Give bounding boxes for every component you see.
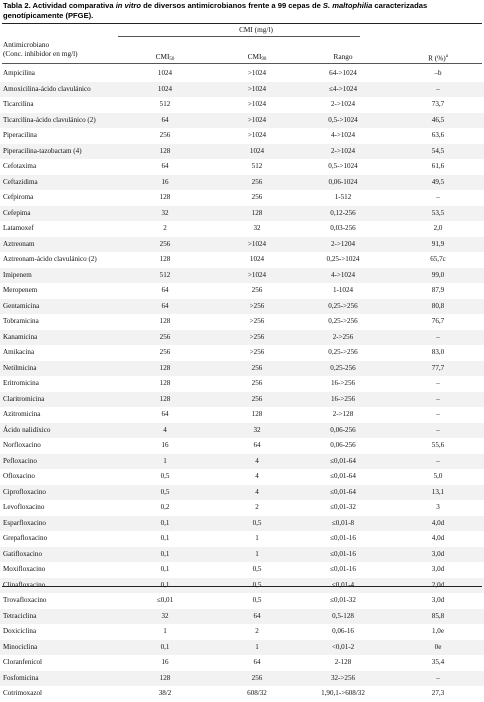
table-row [0,547,484,563]
cell-resistance: 80,8 [431,301,445,310]
table-row [0,671,484,687]
antimicrobial-header-line1: Antimicrobiano [3,40,50,49]
cell-cmi50: 128 [159,255,171,263]
cell-resistance: 2,0 [433,224,443,232]
cell-antimicrobial: Aztreonam [3,239,35,248]
cell-antimicrobial: Trovafloxacino [3,596,47,604]
cell-resistance: – [436,410,440,418]
cell-cmi50: 128 [159,317,171,325]
cell-cmi50: 64 [161,410,169,418]
cell-cmi90: >256 [249,348,265,356]
cell-cmi50: 1024 [157,69,173,77]
cell-antimicrobial: Gentamicina [3,301,40,310]
cell-resistance: 99,0 [431,270,445,279]
cell-antimicrobial: Doxiciclina [3,627,37,635]
cell-cmi50: 128 [159,363,171,372]
top-rule [2,23,482,24]
cell-cmi50: 0,1 [160,565,170,573]
cell-rango: 2->128 [332,410,354,418]
cell-cmi50: 128 [159,193,171,201]
caption-in-vitro: in vitro [115,1,142,10]
cell-antimicrobial: Amikacina [3,348,35,356]
cell-antimicrobial: Ticarcilina [3,100,34,108]
cell-cmi90: 1024 [249,146,265,155]
cell-rango: ≤0,01-8 [331,518,355,527]
cell-cmi50: 38/2 [158,689,172,697]
cell-resistance: 35,4 [431,658,445,666]
resistance-label: R (%) [428,53,446,63]
table-row [0,128,484,144]
table-row [0,640,484,656]
cell-resistance: – [436,379,440,387]
cell-cmi50: 4 [163,425,167,434]
table-row [0,268,484,284]
cell-antimicrobial: Piperacilina-tazobactam (4) [3,146,82,155]
table-row [0,376,484,392]
cmi-group-underline [118,36,360,37]
cell-resistance: 63,6 [431,131,445,139]
cell-resistance: – [436,332,440,341]
table-row [0,454,484,470]
cell-rango: 1-1024 [332,286,354,294]
cell-rango: ≤0,01-16 [330,549,356,558]
cell-antimicrobial: Ceftazidima [3,177,38,186]
cell-cmi90: >1024 [247,270,267,279]
cell-antimicrobial: Tobramicina [3,317,39,325]
cell-rango: 0,06-1024 [328,177,358,186]
cell-cmi50: 256 [159,332,171,341]
cell-cmi90: 128 [251,208,263,217]
table-row [0,469,484,485]
cell-cmi90: 256 [251,193,263,201]
cell-cmi90: 32 [253,425,261,434]
cell-cmi90: 64 [253,658,261,666]
cell-resistance: 1,0e [431,627,445,635]
caption-mid: de diversos antimicrobianos frente a 99 cepas de [141,1,323,10]
cell-rango: 32->256 [330,673,356,682]
cell-cmi50: 64 [161,115,169,124]
cell-rango: 16->256 [330,394,356,403]
cell-rango: 0,06-256 [330,441,356,449]
table-row [0,175,484,191]
cell-resistance: – [436,84,440,93]
cell-cmi50: 1 [163,456,167,465]
table-row [0,113,484,129]
cell-cmi50: 32 [161,208,169,217]
cell-antimicrobial: Ticarcilina-ácido clavulánico (2) [3,115,96,124]
table-row [0,686,484,702]
cell-cmi90: 0,5 [252,565,262,573]
cell-antimicrobial: Clinafloxacino [3,580,46,589]
cell-antimicrobial: Esparfloxacino [3,518,46,527]
cell-cmi90: >1024 [247,115,267,124]
cell-cmi90: 64 [253,611,261,620]
table-row [0,361,484,377]
cell-cmi50: 0,1 [160,580,170,589]
cell-antimicrobial: Ampicilina [3,69,35,77]
table-row [0,624,484,640]
cell-cmi90: 256 [251,673,263,682]
table-row [0,485,484,501]
cell-rango: ≤0,01-4 [331,580,355,589]
cell-rango: 0,25->256 [328,348,358,356]
cell-cmi90: >256 [249,317,265,325]
cell-cmi50: 256 [159,239,171,248]
cell-cmi90: 4 [255,472,259,480]
table-row [0,190,484,206]
cell-antimicrobial: Tetraciclina [3,611,37,620]
cell-antimicrobial: Cefpiroma [3,193,34,201]
cell-antimicrobial: Cloranfenicol [3,658,43,666]
table-row [0,82,484,98]
cell-cmi90: 32 [253,224,261,232]
table-row [0,593,484,609]
cell-antimicrobial: Fosfomicina [3,673,39,682]
cell-antimicrobial: Claritromicina [3,394,45,403]
cell-resistance: 83,0 [431,348,445,356]
cell-rango: ≤0,01-32 [330,503,356,511]
table-row [0,314,484,330]
cell-resistance: 3,0d [431,565,445,573]
cell-cmi90: >256 [249,332,265,341]
cell-cmi50: 256 [159,131,171,139]
table-row [0,206,484,222]
table-row [0,516,484,532]
table-row [0,299,484,315]
cell-cmi90: >1024 [247,100,267,108]
cell-cmi90: 1 [255,549,259,558]
cell-cmi50: 0,5 [160,472,170,480]
cell-cmi90: >1024 [247,239,267,248]
cell-cmi50: 16 [161,177,169,186]
cell-antimicrobial: Netilmicina [3,363,37,372]
cell-cmi50: 16 [161,441,169,449]
cell-antimicrobial: Ácido nalidíxico [3,425,51,434]
table-row [0,423,484,439]
table-row [0,330,484,346]
cell-rango: ≤0,01-16 [330,565,356,573]
cmi-group-header: CMI (mg/l) [239,25,273,34]
table-row [0,407,484,423]
cell-resistance: 46,5 [431,115,445,124]
cell-antimicrobial: Amoxicilina-ácido clavulánico [3,84,91,93]
cell-cmi50: 128 [159,146,171,155]
antimicrobial-header [3,40,78,58]
cell-cmi50: 0,1 [160,518,170,527]
cell-cmi50: 0,1 [160,642,170,651]
cell-cmi50: 512 [159,270,171,279]
cell-cmi90: 256 [251,286,263,294]
cell-resistance: 85,8 [431,611,445,620]
cell-rango: 0,25->1024 [326,255,360,263]
cell-cmi50: 256 [159,348,171,356]
cell-rango: 0,25->256 [328,301,358,310]
table-row [0,392,484,408]
cell-antimicrobial: Pefloxacino [3,456,37,465]
cell-rango: 0,06-256 [330,425,356,434]
cell-antimicrobial: Latamoxef [3,224,34,232]
cell-rango: ≤0,01-16 [330,534,356,542]
cell-resistance: 55,6 [431,441,445,449]
cell-resistance: 87,9 [431,286,445,294]
bottom-rule [2,586,482,587]
cell-resistance: 76,7 [431,317,445,325]
cell-cmi90: 2 [255,503,259,511]
cmi50-label: CMI [155,52,170,61]
cell-resistance: 0e [434,642,442,651]
cell-resistance: 27,3 [431,689,445,697]
cell-cmi90: 256 [251,394,263,403]
cell-rango: 0,12-256 [330,208,356,217]
cell-cmi50: 32 [161,611,169,620]
cell-cmi50: 0,1 [160,549,170,558]
cell-rango: 16->256 [330,379,356,387]
caption-prefix: Tabla 2. Actividad comparativa [3,1,116,10]
cell-cmi90: 4 [255,456,259,465]
table-row [0,252,484,268]
cell-resistance: 61,6 [431,162,445,170]
table-row [0,66,484,82]
resistance-header [400,52,476,62]
cell-cmi90: 256 [251,363,263,372]
cell-cmi50: ≤0,01 [156,596,174,604]
cell-rango: 2->256 [332,332,354,341]
cell-antimicrobial: Cefepima [3,208,31,217]
cell-resistance: 3,0d [431,596,445,604]
cell-rango: 0,5->1024 [328,115,358,124]
cell-cmi90: 4 [255,487,259,496]
cell-cmi90: 128 [251,410,263,418]
cell-cmi50: 512 [159,100,171,108]
cell-cmi90: 1 [255,642,259,651]
cell-rango: 2->1204 [330,239,356,248]
cell-cmi50: 128 [159,394,171,403]
cell-resistance: – [436,394,440,403]
cell-resistance: 13,1 [431,487,445,496]
cell-rango: <0,01-2 [331,642,355,651]
cell-cmi90: 0,5 [252,596,262,604]
table-row [0,237,484,253]
cell-resistance: –b [434,69,442,77]
cell-cmi50: 128 [159,379,171,387]
table-row [0,655,484,671]
table-caption [3,1,479,20]
cell-resistance: 91,9 [431,239,445,248]
cell-cmi50: 2 [163,224,167,232]
cell-resistance: 4,0d [431,518,445,527]
cell-rango: 2->1024 [330,146,356,155]
cell-resistance: 4,0d [431,534,445,542]
cell-antimicrobial: Levofloxacino [3,503,45,511]
cell-cmi50: 1024 [157,84,173,93]
cell-rango: ≤0,01-64 [330,472,356,480]
cell-resistance: – [436,425,440,434]
cell-antimicrobial: Imipenem [3,270,32,279]
cell-cmi90: >1024 [247,131,267,139]
cell-rango: 4->1024 [330,131,356,139]
cell-antimicrobial: Kanamicina [3,332,38,341]
table-body [0,66,484,702]
cell-rango: 1-512 [334,193,352,201]
cell-cmi50: 1 [163,627,167,635]
cell-cmi50: 64 [161,301,169,310]
table-row [0,97,484,113]
cell-cmi90: 64 [253,441,261,449]
cmi50-subscript: 50 [169,57,175,62]
cell-cmi90: 1024 [249,255,265,263]
cell-cmi50: 0,1 [160,534,170,542]
cell-rango: 4->1024 [330,270,356,279]
cell-cmi90: 512 [251,162,263,170]
cell-resistance: 49,5 [431,177,445,186]
cell-cmi90: 0,5 [252,580,262,589]
table-row [0,144,484,160]
cell-resistance: 53,5 [431,208,445,217]
cell-rango: 64->1024 [329,69,357,77]
cell-antimicrobial: Ciprofloxacino [3,487,46,496]
cell-antimicrobial: Eritromicina [3,379,39,387]
cell-antimicrobial: Moxifloxacino [3,565,46,573]
header-rule [2,63,482,64]
cell-rango: 0,5-128 [332,611,354,620]
rango-header: Rango [333,52,353,61]
cell-resistance: 2,0d [431,580,445,589]
table-row [0,221,484,237]
cell-rango: 0,03-256 [330,224,356,232]
cmi90-subscript: 90 [261,57,267,62]
cell-cmi90: >256 [249,301,265,310]
cell-rango: 0,5->1024 [328,162,358,170]
cell-cmi90: 608/32 [247,689,267,697]
cell-rango: ≤0,01-32 [330,596,356,604]
cell-rango: 0,25->256 [328,317,358,325]
table-row [0,345,484,361]
cell-rango: ≤0,01-64 [330,456,356,465]
cell-resistance: 73,7 [431,100,445,108]
cell-rango: ≤0,01-64 [330,487,356,496]
cell-resistance: – [436,456,440,465]
cell-antimicrobial: Norfloxacino [3,441,41,449]
cell-cmi50: 0,5 [160,487,170,496]
cell-antimicrobial: Cotrimoxazol [3,689,43,697]
table-row [0,159,484,175]
cell-cmi50: 64 [161,162,169,170]
cell-resistance: 5,0 [433,472,443,480]
caption-suffix: caracterizadas genotípicamente (PFGE). [3,1,428,20]
cell-antimicrobial: Azitromicina [3,410,41,418]
cell-cmi90: 256 [251,177,263,186]
cell-antimicrobial: Cefotaxima [3,162,37,170]
cell-resistance: 3,0d [431,549,445,558]
cell-resistance: 3 [436,503,440,511]
table-row [0,562,484,578]
cell-cmi50: 16 [161,658,169,666]
cell-rango: 2->1024 [330,100,356,108]
caption-species: S. maltophilia [322,1,373,10]
table-row [0,531,484,547]
cell-resistance: 65,7c [430,255,446,263]
cell-cmi90: 256 [251,379,263,387]
cell-antimicrobial: Ofloxacino [3,472,35,480]
cell-cmi90: 0,5 [252,518,262,527]
cell-antimicrobial: Aztreonam-ácido clavulánico (2) [3,255,97,263]
cell-antimicrobial: Grepafloxacino [3,534,48,542]
table-row [0,283,484,299]
table-row [0,500,484,516]
cmi90-label: CMI [247,52,262,61]
cell-rango: 0,25-256 [330,363,356,372]
cell-cmi90: >1024 [247,84,267,93]
cell-cmi90: >1024 [247,69,267,77]
cell-antimicrobial: Minociclina [3,642,38,651]
table-row [0,609,484,625]
cell-resistance: – [436,673,440,682]
cell-resistance: – [436,193,440,201]
cell-antimicrobial: Meropenem [3,286,38,294]
cell-cmi90: 2 [255,627,259,635]
cell-rango: 0,06-16 [332,627,354,635]
antimicrobial-header-line2: (Conc. inhibidor en mg/l) [3,49,78,58]
cell-antimicrobial: Gatifloxacino [3,549,43,558]
cell-cmi90: 1 [255,534,259,542]
cell-antimicrobial: Piperacilina [3,131,37,139]
cell-rango: 2-128 [334,658,352,666]
cell-cmi50: 0,2 [160,503,170,511]
table-row [0,438,484,454]
cell-cmi50: 128 [159,673,171,682]
cell-rango: ≤4->1024 [329,84,357,93]
cell-resistance: 77,7 [431,363,445,372]
cell-cmi50: 64 [161,286,169,294]
cell-rango: 1,90,1->608/32 [321,689,365,697]
cell-resistance: 54,5 [431,146,445,155]
resistance-footnote: a [445,54,448,59]
